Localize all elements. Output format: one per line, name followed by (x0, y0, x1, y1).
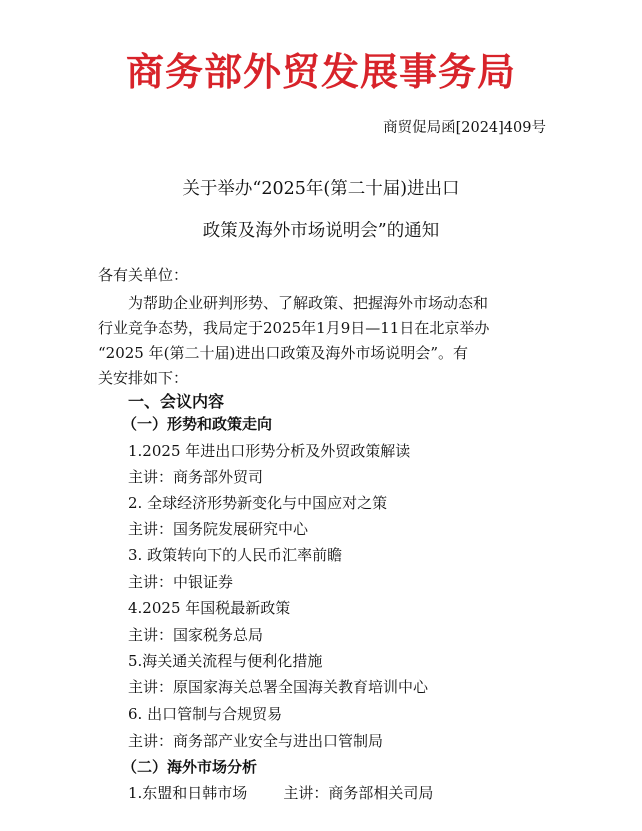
topic-title: 6. 出口管制与合规贸易 (128, 705, 283, 723)
topic-speaker: 主讲：国务院发展研究中心 (128, 520, 309, 538)
notice-title-line-2: 政策及海外市场说明会”的通知 (202, 221, 440, 241)
topic-title: 5.海关通关流程与便利化措施 (128, 652, 323, 670)
topic-speaker: 主讲：中银证券 (128, 573, 234, 591)
market-topic-title: 1.东盟和日韩市场 (128, 784, 248, 802)
subsection-heading-policy: （一）形势和政策走向 (122, 415, 273, 433)
market-topic (128, 782, 433, 804)
document-number: 商贸促局函[2024]409号 (383, 120, 546, 136)
topic-speaker: 主讲：原国家海关总署全国海关教育培训中心 (128, 678, 429, 696)
intro-line-1: 为帮助企业研判形势、了解政策、把握海外市场动态和 (128, 294, 489, 312)
topic-title: 3. 政策转向下的人民币汇率前瞻 (128, 546, 343, 564)
topic-speaker: 主讲：商务部产业安全与进出口管制局 (128, 732, 384, 750)
market-topic-speaker: 主讲：商务部相关司局 (283, 784, 434, 802)
topic-speaker: 主讲：商务部外贸司 (128, 468, 264, 486)
topic-title: 1.2025 年进出口形势分析及外贸政策解读 (128, 442, 411, 460)
subsection-heading-overseas-markets: （二）海外市场分析 (122, 758, 258, 776)
notice-title-line-1: 关于举办“2025年(第二十届)进出口 (182, 179, 460, 199)
salutation: 各有关单位： (98, 266, 189, 284)
topic-title: 2. 全球经济形势新变化与中国应对之策 (128, 494, 388, 512)
intro-line-4: 关安排如下： (98, 369, 189, 387)
org-title: 商务部外贸发展事务局 (125, 49, 516, 94)
topic-speaker: 主讲：国家税务总局 (128, 626, 264, 644)
section-heading-meeting-content: 一、会议内容 (128, 392, 225, 411)
intro-line-3: “2025 年(第二十届)进出口政策及海外市场说明会”。有 (98, 344, 468, 362)
topic-title: 4.2025 年国税最新政策 (128, 599, 291, 617)
intro-line-2: 行业竞争态势，我局定于2025年1月9日—11日在北京举办 (98, 319, 490, 337)
